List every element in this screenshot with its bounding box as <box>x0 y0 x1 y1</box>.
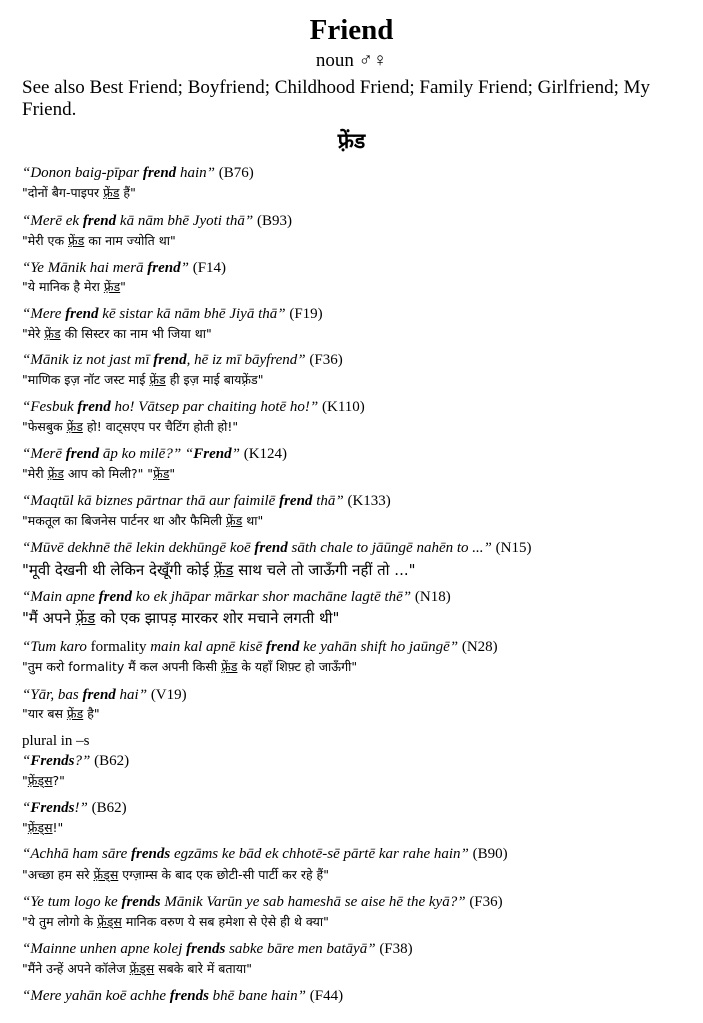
quote-text: thā” <box>312 493 344 509</box>
hindi-text: " <box>22 773 28 788</box>
hindi-headword: फ़्रेंड्स <box>129 961 155 976</box>
romanized-example <box>22 686 187 705</box>
hindi-headword: फ़्रेंड्स <box>97 914 122 929</box>
quote-text: “Mainne unhen apne kolej <box>22 941 187 957</box>
hindi-text: "तुम करो formality मैं कल अपनी किसी <box>22 659 222 674</box>
romanized-example <box>22 588 451 607</box>
quote-text: , hē iz mī bāyfrend” <box>186 352 306 368</box>
romanized-example <box>22 987 343 1006</box>
hindi-headword: फ़्रेंड्स <box>93 867 119 882</box>
romanized-example <box>22 398 365 417</box>
romanized-quote <box>22 399 318 415</box>
source-reference: (F44) <box>305 988 344 1004</box>
quote-text: ” <box>231 446 240 462</box>
hindi-headword: फ़्रेंड्स <box>27 820 53 835</box>
hindi-headword: फ़्रेंड <box>44 326 61 341</box>
hindi-text: "माणिक इज़ नॉट जस्ट माई <box>22 372 150 387</box>
romanized-example <box>22 212 292 231</box>
devanagari-example <box>22 772 65 790</box>
source-reference: (K133) <box>343 493 391 509</box>
hindi-text: का नाम ज्योति था" <box>84 233 176 248</box>
romanized-quote <box>22 165 215 181</box>
headword-highlight: frend <box>65 306 99 322</box>
quote-text: sabke bāre men batāyā” <box>225 941 376 957</box>
source-reference: (K124) <box>239 446 288 462</box>
quote-text: kā nām bhē Jyoti thā” <box>116 213 254 229</box>
hindi-text: "मेरी एक <box>22 233 69 248</box>
devanagari-example <box>22 866 329 884</box>
hindi-text: की सिस्टर का नाम भी जिया था" <box>60 326 212 341</box>
quote-text: “Mūvē dekhnē thē lekin dekhūngē koē <box>22 540 255 556</box>
hindi-headword: फ़्रेंड <box>75 609 96 627</box>
devanagari-example <box>22 232 176 250</box>
hindi-text: साथ चले तो जाऊँगी नहीं तो ..." <box>233 561 416 579</box>
hindi-headword: फ़्रेंड्स <box>27 773 53 788</box>
quote-text: “Merē <box>22 446 66 462</box>
headword-highlight: frend <box>254 540 288 556</box>
source-reference: (F36) <box>305 352 343 368</box>
hindi-text: !" <box>52 820 64 835</box>
romanized-example <box>22 539 531 558</box>
quote-text: “Achhā ham sāre <box>22 846 132 862</box>
hindi-text: को एक झापड़ मारकर शोर मचाने लगती थी" <box>95 609 340 627</box>
hindi-headword: फ़्रेंड <box>68 233 85 248</box>
plural-label: plural in –s <box>22 733 90 749</box>
hindi-text: सबके बारे में बताया" <box>154 961 253 976</box>
hindi-text: मानिक वरुण ये सब हमेशा से ऐसे ही थे क्या" <box>121 914 329 929</box>
hindi-text: "यार बस <box>22 706 67 721</box>
source-reference: (N15) <box>491 540 532 556</box>
hindi-text: " <box>169 466 176 481</box>
quote-text: ?” <box>74 753 91 769</box>
headword-highlight: Frend <box>193 446 232 462</box>
romanized-example <box>22 752 129 771</box>
headword-highlight: frend <box>65 446 100 462</box>
hindi-text: हैं" <box>119 185 136 200</box>
romanized-quote <box>22 589 411 605</box>
devanagari-example <box>22 418 238 436</box>
headword-highlight: frend <box>77 399 111 415</box>
romanized-quote <box>22 493 344 509</box>
romanized-example <box>22 893 503 912</box>
source-reference: (B90) <box>468 846 508 862</box>
hindi-text: के यहाँ शिफ़्ट हो जाऊँगी" <box>237 659 358 674</box>
romanized-example <box>22 638 498 657</box>
hindi-text: है" <box>83 706 100 721</box>
hindi-text: "मेरी <box>22 466 48 481</box>
devanagari-example <box>22 608 339 628</box>
english-word: formality <box>90 639 147 655</box>
quote-text: “ <box>22 800 31 816</box>
source-reference: (N18) <box>411 589 451 605</box>
hindi-headword: फ़्रेंड <box>66 706 84 721</box>
source-reference: (B62) <box>90 753 130 769</box>
devanagari-example <box>22 913 329 931</box>
devanagari-example <box>22 371 263 389</box>
hindi-text: "मैंने उन्हें अपने कॉलेज <box>22 961 130 976</box>
romanized-quote <box>22 446 240 462</box>
romanized-quote <box>22 213 253 229</box>
headword-highlight: frend <box>279 493 313 509</box>
romanized-example <box>22 445 287 464</box>
hindi-headword: फ़्रेंड <box>221 659 238 674</box>
hindi-text: "अच्छा हम सरे <box>22 867 94 882</box>
quote-text: hai” <box>115 687 148 703</box>
devanagari-example <box>22 560 416 580</box>
romanized-example <box>22 164 254 183</box>
quote-text: ” <box>180 260 189 276</box>
quote-text: “Ye tum logo ke <box>22 894 122 910</box>
source-reference: (F19) <box>285 306 323 322</box>
quote-text: “Merē ek <box>22 213 83 229</box>
hindi-text: आप को मिली?" " <box>63 466 154 481</box>
hindi-text: "मूवी देखनी थी लेकिन देखूँगी कोई <box>22 561 214 579</box>
hindi-headword: फ़्रेंड <box>213 561 234 579</box>
romanized-quote <box>22 352 306 368</box>
quote-text: “Donon baig-pīpar <box>22 165 143 181</box>
hindi-headword: फ़्रेंड <box>153 466 170 481</box>
quote-text: kē sistar kā nām bhē Jiyā thā” <box>98 306 286 322</box>
devanagari-example <box>22 960 252 978</box>
hindi-text: "मकतूल का बिजनेस पार्टनर था और फैमिली <box>22 513 226 528</box>
romanized-quote <box>22 846 469 862</box>
romanized-quote <box>22 941 376 957</box>
romanized-quote <box>22 639 458 655</box>
source-reference: (F38) <box>375 941 413 957</box>
hindi-text: "ये मानिक है मेरा <box>22 279 104 294</box>
see-also-text: See also Best Friend; Boyfriend; Childhood Friend; Family Friend; Girlfriend; My Friend. <box>22 77 651 120</box>
devanagari-example <box>22 278 126 296</box>
romanized-example <box>22 351 343 370</box>
devanagari-example <box>22 658 357 676</box>
romanized-quote <box>22 800 88 816</box>
source-reference: (B62) <box>87 800 127 816</box>
hindi-text: "मेरे <box>22 326 45 341</box>
devanagari-example <box>22 705 100 723</box>
hindi-text: "मैं अपने <box>22 609 76 627</box>
headword-highlight: frend <box>142 165 177 181</box>
romanized-example <box>22 305 323 324</box>
romanized-example <box>22 845 508 864</box>
headword-highlight: frend <box>98 589 133 605</box>
romanized-quote <box>22 894 466 910</box>
quote-text: hain” <box>176 165 215 181</box>
quote-text: “Mānik iz not jast mī <box>22 352 154 368</box>
romanized-quote <box>22 687 147 703</box>
source-reference: (V19) <box>147 687 187 703</box>
headword-highlight: Frends <box>30 800 75 816</box>
hindi-headword: फ़्रेंड <box>66 419 83 434</box>
headword-highlight: frends <box>121 894 161 910</box>
romanized-quote <box>22 540 492 556</box>
romanized-quote <box>22 306 286 322</box>
quote-text: !” <box>74 800 88 816</box>
hindi-text: "दोनों बैग-पाइपर <box>22 185 104 200</box>
hindi-headword: फ़्रेंड <box>47 466 64 481</box>
headword-highlight: Frends <box>30 753 75 769</box>
headword-highlight: frend <box>82 213 117 229</box>
hindi-headword: फ़्रेंड <box>103 185 120 200</box>
entry-title: Friend <box>309 14 394 46</box>
source-reference: (B93) <box>253 213 292 229</box>
devanagari-heading: फ़्रेंड <box>337 129 366 153</box>
quote-text: “Mere yahān koē achhe <box>22 988 170 1004</box>
hindi-text: ?" <box>52 773 65 788</box>
romanized-example <box>22 940 413 959</box>
hindi-headword: फ़्रेंड <box>226 513 243 528</box>
headword-highlight: frends <box>131 846 171 862</box>
devanagari-example <box>22 184 136 202</box>
quote-text: ke yahān shift ho jaūngē” <box>299 639 459 655</box>
quote-text: “Ye Mānik hai merā <box>22 260 148 276</box>
headword-highlight: frend <box>82 687 116 703</box>
quote-text: bhē bane hain” <box>208 988 306 1004</box>
romanized-example <box>22 492 391 511</box>
hindi-text: "ये तुम लोगो के <box>22 914 98 929</box>
hindi-headword: फ़्रेंड <box>149 372 166 387</box>
headword-highlight: frend <box>153 352 187 368</box>
hindi-text: हो! वाट्सएप पर चैटिंग होती हो!" <box>82 419 239 434</box>
source-reference: (B76) <box>214 165 254 181</box>
romanized-quote <box>22 988 306 1004</box>
quote-text: “ <box>22 753 31 769</box>
devanagari-example <box>22 325 212 343</box>
headword-highlight: frends <box>186 941 226 957</box>
devanagari-example <box>22 512 263 530</box>
romanized-example <box>22 259 226 278</box>
quote-text: “Tum karo <box>22 639 91 655</box>
quote-text: “Main apne <box>22 589 99 605</box>
quote-text: Mānik Varūn ye sab hameshā se aise hē the kyā?” <box>160 894 466 910</box>
headword-highlight: frends <box>169 988 209 1004</box>
hindi-text: एग्ज़ाम्स के बाद एक छोटी-सी पार्टी कर रहे हैं" <box>118 867 329 882</box>
hindi-text: था" <box>242 513 264 528</box>
quote-text: āp ko milē?” “ <box>99 446 194 462</box>
headword-highlight: frend <box>147 260 181 276</box>
hindi-text: " <box>120 279 126 294</box>
devanagari-example <box>22 465 175 483</box>
quote-text: “Maqtūl kā biznes pārtnar thā aur faimilē <box>22 493 280 509</box>
hindi-text: "फेसबुक <box>22 419 67 434</box>
quote-text: “Yār, bas <box>22 687 83 703</box>
devanagari-example <box>22 819 63 837</box>
hindi-headword: फ़्रेंड <box>103 279 121 294</box>
quote-text: “Fesbuk <box>22 399 78 415</box>
headword-highlight: frend <box>266 639 300 655</box>
hindi-text: ही इज़ माई बायफ़्रेंड" <box>165 372 264 387</box>
quote-text: “Mere <box>22 306 66 322</box>
source-reference: (F36) <box>465 894 503 910</box>
hindi-text: " <box>22 820 28 835</box>
romanized-quote <box>22 753 90 769</box>
quote-text: egzāms ke bād ek chhotē-sē pārtē kar rahe hain” <box>170 846 469 862</box>
quote-text: ko ek jhāpar mārkar shor machāne lagtē thē” <box>132 589 412 605</box>
quote-text: ho! Vātsep par chaiting hotē ho!” <box>110 399 319 415</box>
romanized-example <box>22 799 127 818</box>
romanized-quote <box>22 260 189 276</box>
source-reference: (N28) <box>458 639 498 655</box>
quote-text: sāth chale to jāūngē nahēn to ...” <box>287 540 492 556</box>
quote-text: main kal apnē kisē <box>146 639 267 655</box>
part-of-speech: noun ♂♀ <box>315 50 388 71</box>
source-reference: (F14) <box>188 260 227 276</box>
source-reference: (K110) <box>318 399 365 415</box>
